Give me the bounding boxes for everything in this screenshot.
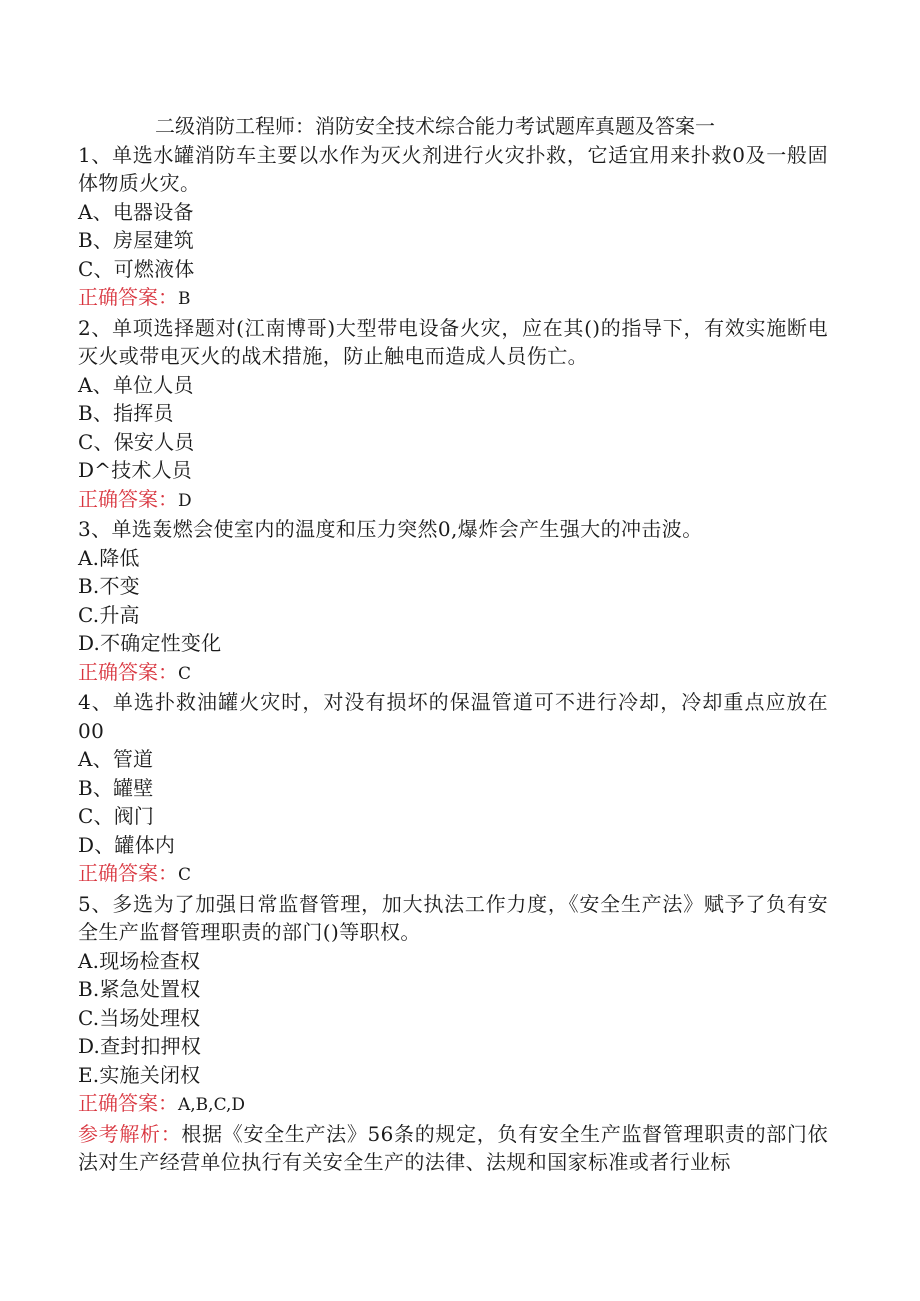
option: E.实施关闭权	[78, 1062, 201, 1087]
question-stem: 5、多选为了加强日常监督管理，加大执法工作力度，《安全生产法》赋予了负有安全生产监督管理职责的部门()等职权。	[78, 891, 828, 944]
option: C、阀门	[78, 804, 155, 828]
analysis-text: 根据《安全生产法》56条的规定，负有安全生产监督管理职责的部门依法对生产经营单位执行有关安全生产的法律、法规和国家标准或者行业标	[78, 1121, 829, 1174]
answer-label: 正确答案：	[78, 861, 178, 885]
option: A.现场检查权	[78, 948, 201, 973]
option: A.降低	[78, 545, 140, 570]
document-content	[78, 112, 828, 1177]
analysis-paragraph	[78, 1120, 828, 1177]
answer-line	[78, 859, 828, 890]
answer-value: D	[178, 490, 192, 511]
document-title: 二级消防工程师：消防安全技术综合能力考试题库真题及答案一	[155, 114, 715, 138]
option: B.紧急处置权	[78, 977, 201, 1001]
answer-value: B	[178, 289, 191, 309]
option: D.查封扣押权	[78, 1034, 202, 1058]
option: B、房屋建筑	[78, 228, 194, 252]
option: B、指挥员	[78, 401, 174, 425]
option: C、可燃液体	[78, 256, 195, 281]
question-4	[78, 688, 828, 890]
option: D^技术人员	[78, 458, 192, 482]
answer-line	[78, 485, 828, 516]
option: B、罐壁	[78, 775, 154, 800]
option: D.不确定性变化	[78, 631, 222, 655]
option: C、保安人员	[78, 429, 195, 454]
option: D、罐体内	[78, 832, 176, 857]
answer-label: 正确答案：	[78, 486, 178, 511]
option: B.不变	[78, 574, 140, 598]
question-stem: 1、单选水罐消防车主要以水作为灭火剂进行火灾扑救，它适宜用来扑救0及一般固体物质火灾。	[78, 142, 828, 195]
question-2	[78, 314, 828, 516]
answer-label: 正确答案：	[78, 1091, 178, 1115]
answer-value: C	[178, 865, 192, 885]
option: C.当场处理权	[78, 1005, 201, 1030]
question-5	[78, 890, 828, 1177]
question-1	[78, 141, 828, 314]
answer-value: C	[178, 663, 192, 684]
answer-line	[78, 283, 828, 314]
option: C.升高	[78, 602, 140, 627]
answer-line	[78, 1089, 828, 1120]
question-stem: 3、单选轰燃会使室内的温度和压力突然0,爆炸会产生强大的冲击波。	[78, 517, 703, 541]
answer-label: 正确答案：	[78, 659, 178, 684]
answer-line	[78, 658, 828, 689]
option: A、管道	[78, 747, 154, 771]
answer-value: A,B,C,D	[178, 1095, 246, 1115]
question-stem: 4、单选扑救油罐火灾时，对没有损坏的保温管道可不进行冷却，冷却重点应放在00	[78, 690, 828, 743]
answer-label: 正确答案：	[78, 285, 178, 309]
question-3	[78, 515, 828, 688]
analysis-label: 参考解析：	[78, 1121, 182, 1146]
option: A、单位人员	[78, 372, 194, 397]
question-stem: 2、单项选择题对(江南博哥)大型带电设备火灾，应在其()的指导下，有效实施断电灭火或带电灭火的战术措施，防止触电而造成人员伤亡。	[78, 315, 828, 368]
option: A、电器设备	[78, 199, 194, 224]
